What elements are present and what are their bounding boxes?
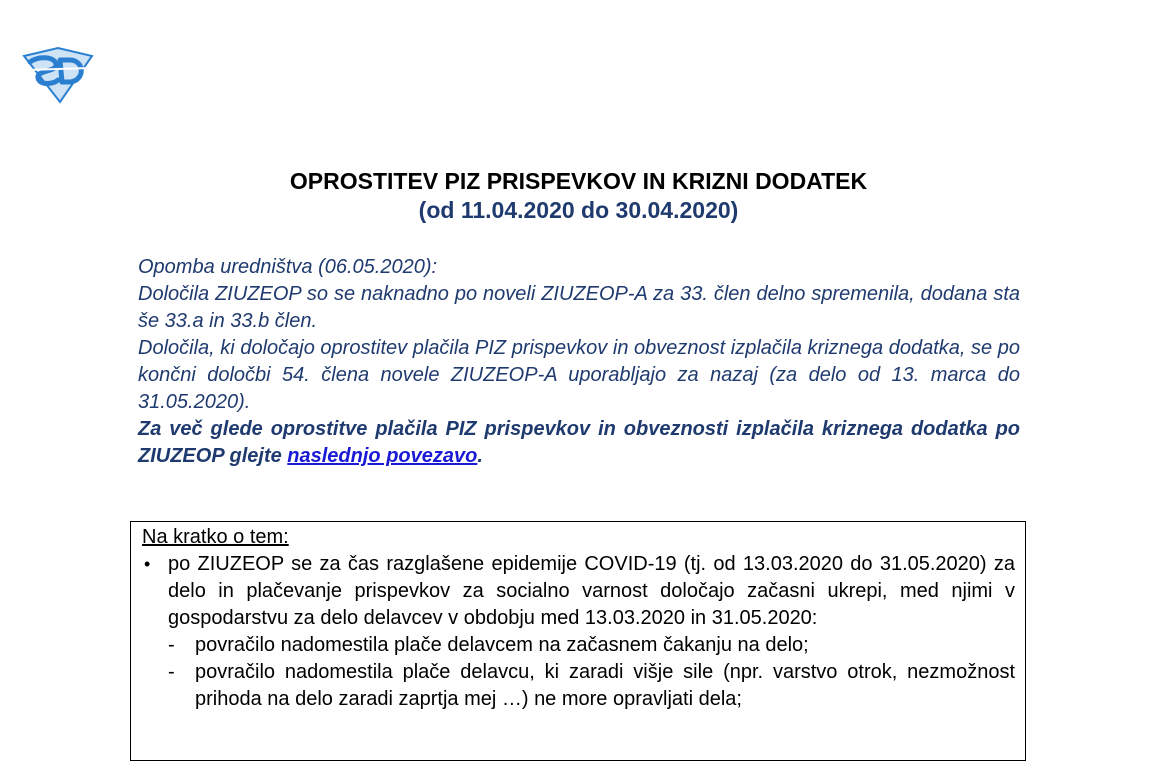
- dash-item-text: povračilo nadomestila plače delavcem na začasnem čakanju na delo;: [195, 634, 809, 656]
- note-paragraph-3-text: Za več glede oprostitve plačila PIZ prispevkov in obveznosti izplačila kriznega dodatka po ZIUZEOP glejte: [138, 418, 1020, 467]
- note-paragraph-3: [138, 416, 1020, 470]
- company-logo: [20, 46, 96, 104]
- dash-item: [142, 659, 1015, 713]
- next-link[interactable]: naslednjo povezavo: [287, 445, 478, 467]
- title-line-1: OPROSTITEV PIZ PRISPEVKOV IN KRIZNI DODATEK: [289, 168, 868, 194]
- note-paragraph-2: Določila, ki določajo oprostitev plačila PIZ prispevkov in obveznost izplačila kriznega dodatka, se po končni določbi 54. člena novele ZIUZEOP-A uporabljajo za nazaj (za delo od 13. marca do 31.05.2020).: [138, 337, 1020, 413]
- note-paragraph-3-end: .: [477, 445, 483, 467]
- note-paragraph-1: Določila ZIUZEOP so se naknadno po noveli ZIUZEOP-A za 33. člen delno spremenila, dodana sta še 33.a in 33.b člen.: [138, 283, 1020, 332]
- summary-heading: Na kratko o tem:: [142, 526, 289, 548]
- logo-emblem-icon: [20, 46, 96, 104]
- bullet-text: po ZIUZEOP se za čas razglašene epidemije COVID-19 (tj. od 13.03.2020 do 31.05.2020) za delo in plačevanje prispevkov za socialno varnost določajo začasni ukrepi, med njimi v gospodarstvu za delo delavcev v obdobju med 13.03.2020 in 31.05.2020:: [168, 553, 1015, 629]
- note-heading: Opomba uredništva (06.05.2020):: [138, 256, 438, 278]
- dash-icon: -: [168, 634, 175, 656]
- title-date-range: (od 11.04.2020 do 30.04.2020): [418, 197, 739, 223]
- editorial-note: [138, 254, 1020, 470]
- bullet-icon: •: [144, 554, 151, 574]
- summary-box: [130, 521, 1026, 761]
- dash-item: [142, 632, 1015, 659]
- dash-icon: -: [168, 661, 175, 683]
- summary-bullet: [142, 551, 1015, 632]
- dash-item-text: povračilo nadomestila plače delavcu, ki zaradi višje sile (npr. varstvo otrok, nezmožnost prihoda na delo zaradi zaprtja mej …) ne more opravljati dela;: [195, 661, 1015, 710]
- document-title: [0, 167, 1157, 225]
